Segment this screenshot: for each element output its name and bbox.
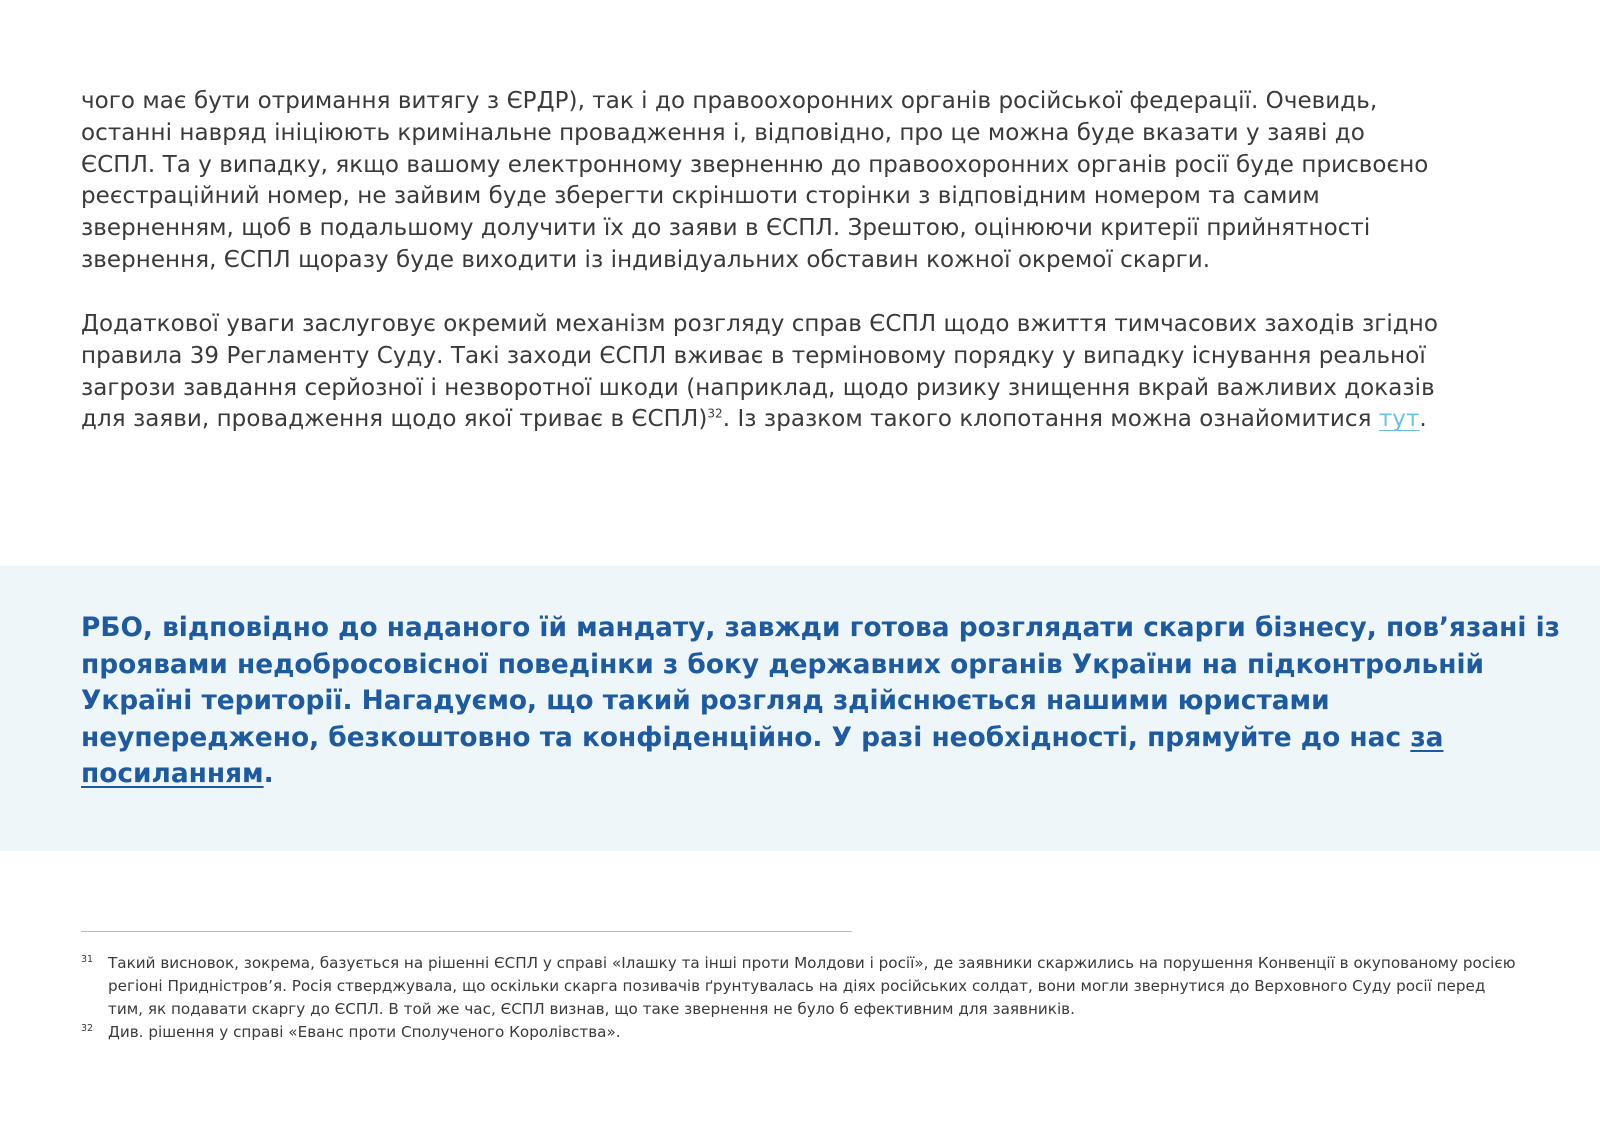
- contact-link[interactable]: за посиланням: [81, 721, 1444, 790]
- callout-trailing: .: [263, 758, 274, 790]
- footnote-reference-32[interactable]: 32: [707, 406, 723, 421]
- callout-body: РБО, відповідно до наданого їй мандату, завжди готова розглядати скарги бізнесу, пов’язані із проявами недобросовісної поведінки з боку державних органів України на підконтрольній Україні території. Нагадуємо, що такий розгляд здійснюється нашими юристами неупереджено, безкоштовно та конфіденційно. У разі необхідності, прямуйте до нас: [81, 612, 1560, 753]
- paragraph-text: . Із зразком такого клопотання можна ознайомитися: [722, 406, 1379, 433]
- paragraph-line: загрози завдання серйозної і незворотної шкоди (наприклад, щодо ризику знищення вкрай важливих доказів: [81, 374, 1435, 401]
- footnote-text: Такий висновок, зокрема, базується на рішенні ЄСПЛ у справі «Ілашку та інші проти Молдови і росії», де заявники скаржились на порушення Конвенції в окупованому росією регіоні Придністров’я. Росія стверджувала, що оскільки скарга позивачів ґрунтувалась на діях російських солдат, вони могли звернутися до Верховного Суду росії перед тим, як подавати скаргу до ЄСПЛ. В той же час, ЄСПЛ визнав, що таке звернення не було б ефективним для заявників.: [108, 954, 1516, 1018]
- paragraph-last-line: [81, 404, 1531, 436]
- footnotes: [81, 952, 1521, 1044]
- paragraph-text: .: [1419, 406, 1427, 433]
- footnote-number: 31: [81, 954, 94, 965]
- footnote-31: [81, 952, 1521, 1021]
- paragraph-line: звернення, ЄСПЛ щоразу буде виходити із індивідуальних обставин кожної окремої скарги.: [81, 246, 1211, 273]
- callout-box: [0, 566, 1600, 851]
- paragraph-text: для заяви, провадження щодо якої триває в ЄСПЛ): [81, 406, 708, 433]
- footnote-32: [81, 1021, 1521, 1044]
- paragraph-line: реєстраційний номер, не зайвим буде зберегти скріншоти сторінки з відповідним номером та самим: [81, 183, 1320, 210]
- paragraph-line: Додаткової уваги заслуговує окремий механізм розгляду справ ЄСПЛ щодо вжиття тимчасових заходів згідно: [81, 311, 1438, 337]
- body-paragraph-2: [81, 309, 1531, 436]
- paragraph-line: зверненням, щоб в подальшому долучити їх до заяви в ЄСПЛ. Зрештою, оцінюючи критерії прийнятності: [81, 215, 1371, 242]
- paragraph-line: чого має бути отримання витягу з ЄРДР), так і до правоохоронних органів російської федерації. Очевидь,: [81, 88, 1378, 114]
- paragraph-line: останні навряд ініціюють кримінальне провадження і, відповідно, про це можна буде вказати у заяві до: [81, 119, 1365, 146]
- footnote-text: Див. рішення у справі «Еванс проти Сполученого Королівства».: [108, 1023, 621, 1041]
- paragraph-line: правила 39 Регламенту Суду. Такі заходи ЄСПЛ вживає в терміновому порядку у випадку існування реальної: [81, 342, 1426, 369]
- body-paragraph-1: [81, 86, 1531, 277]
- paragraph-line: ЄСПЛ. Та у випадку, якщо вашому електронному зверненню до правоохоронних органів росії буде присвоєно: [81, 151, 1429, 178]
- footnote-number: 32: [81, 1023, 94, 1034]
- petition-sample-link[interactable]: тут: [1378, 406, 1420, 433]
- footnote-divider: [81, 931, 852, 932]
- callout-text: [81, 610, 1561, 793]
